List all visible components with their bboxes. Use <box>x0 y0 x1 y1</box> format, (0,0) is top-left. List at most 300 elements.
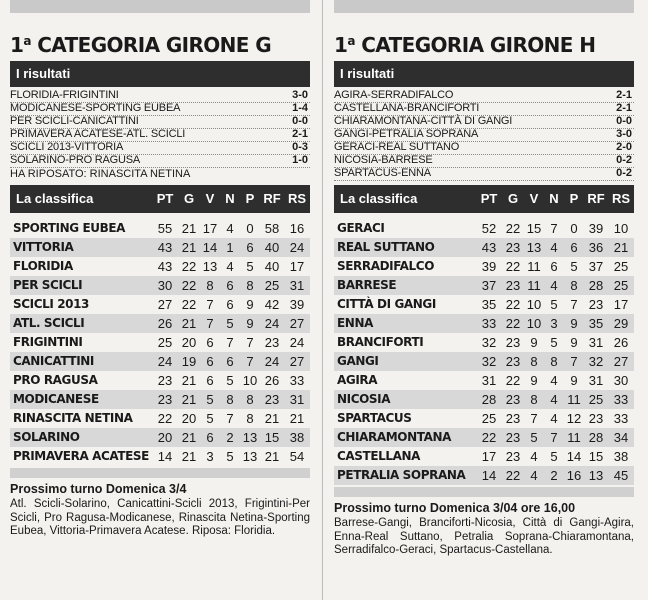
stat-g: 21 <box>181 449 197 464</box>
team-name: RINASCITA NETINA <box>13 411 133 425</box>
stat-rs: 27 <box>289 316 305 331</box>
stat-rf: 40 <box>264 259 280 274</box>
stat-v: 5 <box>206 411 214 426</box>
stat-p: 13 <box>242 430 258 445</box>
result-score: 2-1 <box>616 89 632 101</box>
stat-g: 22 <box>505 468 521 483</box>
stat-p: 9 <box>570 373 578 388</box>
stat-pt: 31 <box>481 373 497 388</box>
team-name: SPARTACUS <box>337 411 412 425</box>
result-row <box>334 168 634 181</box>
standings-header <box>10 185 310 213</box>
col-n: N <box>549 191 559 206</box>
result-score: 0-0 <box>616 115 632 127</box>
result-match: GANGI-PETRALIA SOPRANA <box>334 128 479 140</box>
stat-p: 9 <box>246 316 254 331</box>
stat-rf: 28 <box>588 278 604 293</box>
stat-p: 8 <box>570 278 578 293</box>
stat-rs: 25 <box>613 259 629 274</box>
stat-v: 13 <box>526 240 542 255</box>
stat-n: 2 <box>550 468 558 483</box>
girone-h-title <box>334 27 634 55</box>
results-header: I risultati <box>10 61 310 87</box>
stat-rs: 39 <box>289 297 305 312</box>
result-match: SCICLI 2013-VITTORIA <box>10 141 124 153</box>
stat-pt: 24 <box>157 354 173 369</box>
stat-v: 7 <box>206 316 214 331</box>
stat-g: 19 <box>181 354 197 369</box>
stat-v: 4 <box>530 449 538 464</box>
team-name: BARRESE <box>337 278 397 292</box>
stat-g: 22 <box>181 297 197 312</box>
standings-row <box>10 390 310 409</box>
standings-row <box>334 447 634 466</box>
team-name: CITTÀ DI GANGI <box>337 297 436 311</box>
stat-n: 4 <box>550 240 558 255</box>
result-match: MODICANESE-SPORTING EUBEA <box>10 102 181 114</box>
stat-v: 7 <box>206 297 214 312</box>
stat-pt: 17 <box>481 449 497 464</box>
stat-p: 9 <box>246 297 254 312</box>
stat-rf: 23 <box>588 297 604 312</box>
team-name: FRIGINTINI <box>13 335 83 349</box>
standings-row <box>334 219 634 238</box>
stat-pt: 22 <box>481 430 497 445</box>
stat-p: 7 <box>570 297 578 312</box>
stat-v: 10 <box>526 297 542 312</box>
result-score: 1-0 <box>292 154 308 166</box>
standings-row <box>334 257 634 276</box>
top-rule <box>334 0 634 13</box>
stat-pt: 27 <box>157 297 173 312</box>
stat-g: 21 <box>181 430 197 445</box>
stat-p: 7 <box>570 354 578 369</box>
next-round-title: Prossimo turno Domenica 3/4 <box>10 482 187 496</box>
standings-row <box>10 333 310 352</box>
stat-p: 8 <box>246 392 254 407</box>
stat-rs: 17 <box>613 297 629 312</box>
stat-rs: 26 <box>613 335 629 350</box>
stat-v: 6 <box>206 354 214 369</box>
stat-pt: 23 <box>157 373 173 388</box>
girone-g-title <box>10 27 310 55</box>
stat-rf: 21 <box>264 411 280 426</box>
stat-pt: 28 <box>481 392 497 407</box>
stat-v: 11 <box>527 278 541 293</box>
standings-row <box>10 276 310 295</box>
team-name: AGIRA <box>337 373 378 387</box>
col-rf: RF <box>587 191 605 206</box>
standings-row <box>10 219 310 238</box>
stat-n: 7 <box>550 221 558 236</box>
stat-rs: 34 <box>613 430 629 445</box>
standings-row <box>10 257 310 276</box>
result-match: CHIARAMONTANA-CITTÀ DI GANGI <box>334 115 513 127</box>
result-match: PRIMAVERA ACATESE-ATL. SCICLI <box>10 128 186 140</box>
stat-rf: 58 <box>264 221 280 236</box>
standings-row <box>334 314 634 333</box>
stat-pt: 32 <box>481 354 497 369</box>
stat-g: 23 <box>505 278 521 293</box>
result-score: 2-1 <box>616 102 632 114</box>
stat-p: 9 <box>570 335 578 350</box>
stat-pt: 52 <box>481 221 497 236</box>
team-name: PER SCICLI <box>13 278 83 292</box>
standings-row <box>334 295 634 314</box>
stat-v: 9 <box>530 335 538 350</box>
stat-pt: 35 <box>481 297 497 312</box>
stat-rs: 25 <box>613 278 629 293</box>
result-score: 0-2 <box>616 167 632 179</box>
stat-n: 7 <box>226 335 234 350</box>
stat-g: 22 <box>181 259 197 274</box>
col-rs: RS <box>611 191 631 206</box>
stat-v: 17 <box>202 221 218 236</box>
stat-rf: 28 <box>588 430 604 445</box>
team-name: CASTELLANA <box>337 449 421 463</box>
girone-g-column <box>10 0 310 539</box>
results-list <box>334 90 634 181</box>
team-name: VITTORIA <box>13 240 74 254</box>
col-g: G <box>183 191 195 206</box>
stat-n: 5 <box>226 316 234 331</box>
team-name: BRANCIFORTI <box>337 335 424 349</box>
stat-p: 7 <box>246 354 254 369</box>
stat-n: 6 <box>550 259 558 274</box>
stat-g: 21 <box>181 392 197 407</box>
standings-header <box>334 185 634 213</box>
stat-p: 14 <box>566 449 582 464</box>
stat-pt: 20 <box>157 430 173 445</box>
stat-p: 11 <box>567 430 581 445</box>
team-name: REAL SUTTANO <box>337 240 435 254</box>
stat-rf: 42 <box>264 297 280 312</box>
stat-pt: 26 <box>157 316 173 331</box>
stat-pt: 14 <box>157 449 173 464</box>
stat-pt: 14 <box>481 468 497 483</box>
standings-row <box>334 238 634 257</box>
stat-p: 6 <box>570 240 578 255</box>
stat-n: 5 <box>226 449 234 464</box>
stat-p: 0 <box>246 221 254 236</box>
results-note: HA RIPOSATO: RINASCITA NETINA <box>10 168 191 180</box>
stat-rs: 30 <box>613 373 629 388</box>
stat-rs: 10 <box>613 221 629 236</box>
section-rule <box>334 487 634 497</box>
stat-rf: 31 <box>588 373 604 388</box>
team-name: CANICATTINI <box>13 354 94 368</box>
next-round-fixtures: Barrese-Gangi, Branciforti-Nicosia, Città di Gangi-Agira, Enna-Real Suttano, Petralia Soprana-Chiaramontana, Serradifalco-Geraci, Spartacus-Castellana. <box>334 517 634 556</box>
stat-rf: 31 <box>588 335 604 350</box>
standings-table <box>10 219 310 466</box>
team-name: ENNA <box>337 316 373 330</box>
stat-g: 22 <box>505 316 521 331</box>
team-name: SCICLI 2013 <box>13 297 90 311</box>
stat-rf: 24 <box>264 316 280 331</box>
col-pt: PT <box>156 191 174 206</box>
stat-v: 14 <box>202 240 218 255</box>
stat-n: 5 <box>550 297 558 312</box>
standings-row <box>10 409 310 428</box>
stat-pt: 37 <box>481 278 497 293</box>
result-score: 2-1 <box>292 128 308 140</box>
stat-pt: 39 <box>481 259 497 274</box>
stat-rs: 31 <box>289 392 305 407</box>
stat-rs: 27 <box>289 354 305 369</box>
stat-n: 4 <box>226 221 234 236</box>
section-rule <box>10 468 310 478</box>
stat-p: 5 <box>246 259 254 274</box>
col-pt: PT <box>480 191 498 206</box>
col-n: N <box>225 191 235 206</box>
stat-rf: 23 <box>264 335 280 350</box>
stat-rs: 31 <box>289 278 305 293</box>
stat-g: 23 <box>505 430 521 445</box>
result-score: 3-0 <box>616 128 632 140</box>
col-v: V <box>529 191 539 206</box>
stat-p: 12 <box>566 411 582 426</box>
result-row <box>10 155 310 168</box>
girone-h-column <box>334 0 634 558</box>
stat-rf: 15 <box>264 430 280 445</box>
stat-v: 6 <box>206 430 214 445</box>
col-rf: RF <box>263 191 281 206</box>
stat-v: 8 <box>530 354 538 369</box>
stat-n: 5 <box>226 373 234 388</box>
stat-n: 4 <box>550 373 558 388</box>
stat-v: 9 <box>530 373 538 388</box>
stat-n: 3 <box>550 316 558 331</box>
result-match: CASTELLANA-BRANCIFORTI <box>334 102 480 114</box>
stat-g: 23 <box>505 449 521 464</box>
standings-row <box>10 352 310 371</box>
stat-n: 4 <box>226 259 234 274</box>
stat-g: 21 <box>181 221 197 236</box>
stat-rf: 35 <box>588 316 604 331</box>
stat-g: 23 <box>505 335 521 350</box>
standings-row <box>334 390 634 409</box>
results-list <box>10 90 310 168</box>
title-superscript: a <box>347 34 355 48</box>
stat-n: 8 <box>226 392 234 407</box>
stat-rs: 38 <box>289 430 305 445</box>
stat-rs: 16 <box>289 221 305 236</box>
stat-rs: 27 <box>613 354 629 369</box>
result-score: 3-0 <box>292 89 308 101</box>
stat-v: 3 <box>206 449 214 464</box>
stat-n: 5 <box>550 449 558 464</box>
stat-pt: 23 <box>157 392 173 407</box>
stat-rf: 13 <box>588 468 604 483</box>
stat-g: 21 <box>181 316 197 331</box>
standings-row <box>10 428 310 447</box>
standings-row <box>334 409 634 428</box>
stat-g: 23 <box>505 411 521 426</box>
result-score: 0-0 <box>292 115 308 127</box>
result-match: PER SCICLI-CANICATTINI <box>10 115 139 127</box>
stat-rs: 24 <box>289 335 305 350</box>
stat-g: 22 <box>181 278 197 293</box>
stat-p: 16 <box>566 468 582 483</box>
result-score: 0-2 <box>616 154 632 166</box>
stat-n: 1 <box>226 240 234 255</box>
stat-rf: 40 <box>264 240 280 255</box>
col-p: P <box>569 191 579 206</box>
stat-v: 4 <box>530 468 538 483</box>
team-name: GERACI <box>337 221 385 235</box>
stat-rf: 23 <box>588 411 604 426</box>
result-match: NICOSIA-BARRESE <box>334 154 433 166</box>
next-round-title: Prossimo turno Domenica 3/04 ore 16,00 <box>334 501 576 515</box>
stat-v: 6 <box>206 373 214 388</box>
team-name: SERRADIFALCO <box>337 259 434 273</box>
stat-p: 13 <box>242 449 258 464</box>
col-rs: RS <box>287 191 307 206</box>
stat-p: 8 <box>246 278 254 293</box>
stat-pt: 25 <box>157 335 173 350</box>
stat-rf: 23 <box>264 392 280 407</box>
col-p: P <box>245 191 255 206</box>
stat-v: 11 <box>527 259 541 274</box>
stat-v: 8 <box>530 392 538 407</box>
stat-n: 6 <box>226 278 234 293</box>
stat-v: 6 <box>206 335 214 350</box>
stat-g: 21 <box>181 240 197 255</box>
team-name: SOLARINO <box>13 430 80 444</box>
stat-rs: 45 <box>613 468 629 483</box>
stat-n: 7 <box>550 430 558 445</box>
stat-pt: 22 <box>157 411 173 426</box>
result-score: 1-4 <box>292 102 308 114</box>
team-name: SPORTING EUBEA <box>13 221 126 235</box>
result-match: FLORIDIA-FRIGINTINI <box>10 89 119 101</box>
standings-label: La classifica <box>340 191 418 206</box>
team-name: GANGI <box>337 354 379 368</box>
stat-rs: 54 <box>289 449 305 464</box>
stat-rf: 26 <box>264 373 280 388</box>
stat-pt: 55 <box>157 221 173 236</box>
result-match: SOLARINO-PRO RAGUSA <box>10 154 141 166</box>
stat-rs: 33 <box>289 373 305 388</box>
team-name: PRIMAVERA ACATESE <box>13 449 149 463</box>
stat-g: 22 <box>505 373 521 388</box>
stat-n: 5 <box>550 335 558 350</box>
stat-n: 8 <box>550 354 558 369</box>
stat-rf: 39 <box>588 221 604 236</box>
stat-rf: 24 <box>264 354 280 369</box>
stat-n: 6 <box>226 354 234 369</box>
results-header: I risultati <box>334 61 634 87</box>
result-score: 2-0 <box>616 141 632 153</box>
stat-pt: 43 <box>157 259 173 274</box>
stat-g: 22 <box>505 259 521 274</box>
standings-row <box>334 352 634 371</box>
result-match: SPARTACUS-ENNA <box>334 167 431 179</box>
stat-pt: 43 <box>481 240 497 255</box>
standings-row <box>10 371 310 390</box>
stat-rf: 25 <box>264 278 280 293</box>
title-number: 1 <box>10 33 24 57</box>
stat-v: 5 <box>530 430 538 445</box>
stat-rf: 37 <box>588 259 604 274</box>
title-text: CATEGORIA GIRONE G <box>37 33 272 57</box>
stat-p: 11 <box>567 392 581 407</box>
team-name: MODICANESE <box>13 392 99 406</box>
standings-row <box>10 447 310 466</box>
stat-p: 8 <box>246 411 254 426</box>
stat-g: 20 <box>181 411 197 426</box>
stat-rf: 36 <box>588 240 604 255</box>
col-g: G <box>507 191 519 206</box>
column-divider <box>322 0 323 600</box>
stat-rf: 21 <box>264 449 280 464</box>
result-match: AGIRA-SERRADIFALCO <box>334 89 454 101</box>
stat-g: 23 <box>505 240 521 255</box>
next-round-fixtures: Atl. Scicli-Solarino, Canicattini-Scicli 2013, Frigintini-Per Scicli, Pro Ragusa-Modicanese, Rinascita Netina-Sporting Eubea, Vittoria-Primavera Acatese. Riposa: Floridia. <box>10 498 310 537</box>
title-number: 1 <box>334 33 348 57</box>
stat-rs: 38 <box>613 449 629 464</box>
stat-rs: 21 <box>289 411 305 426</box>
stat-g: 21 <box>181 373 197 388</box>
stat-rf: 25 <box>588 392 604 407</box>
team-name: FLORIDIA <box>13 259 73 273</box>
team-name: NICOSIA <box>337 392 391 406</box>
stat-v: 15 <box>526 221 542 236</box>
stat-rs: 33 <box>613 411 629 426</box>
stat-p: 9 <box>570 316 578 331</box>
standings-row <box>10 238 310 257</box>
stat-g: 22 <box>505 297 521 312</box>
stat-v: 8 <box>206 278 214 293</box>
stat-pt: 43 <box>157 240 173 255</box>
stat-n: 7 <box>226 411 234 426</box>
stat-rf: 15 <box>588 449 604 464</box>
stat-g: 23 <box>505 392 521 407</box>
standings-table <box>334 219 634 485</box>
stat-rs: 17 <box>289 259 305 274</box>
team-name: ATL. SCICLI <box>13 316 85 330</box>
stat-n: 4 <box>550 278 558 293</box>
standings-row <box>334 428 634 447</box>
stat-pt: 30 <box>157 278 173 293</box>
stat-p: 10 <box>242 373 258 388</box>
stat-n: 6 <box>226 297 234 312</box>
standings-label: La classifica <box>16 191 94 206</box>
stat-rf: 32 <box>588 354 604 369</box>
stat-g: 22 <box>505 221 521 236</box>
stat-n: 4 <box>550 411 558 426</box>
stat-v: 10 <box>526 316 542 331</box>
standings-row <box>334 276 634 295</box>
team-name: PRO RAGUSA <box>13 373 98 387</box>
stat-n: 2 <box>226 430 234 445</box>
standings-row <box>334 333 634 352</box>
standings-row <box>10 295 310 314</box>
col-v: V <box>205 191 215 206</box>
stat-p: 0 <box>570 221 578 236</box>
stat-p: 5 <box>570 259 578 274</box>
standings-row <box>334 371 634 390</box>
stat-g: 20 <box>181 335 197 350</box>
stat-rs: 29 <box>613 316 629 331</box>
standings-row <box>334 466 634 485</box>
top-rule <box>10 0 310 13</box>
stat-pt: 33 <box>481 316 497 331</box>
stat-pt: 32 <box>481 335 497 350</box>
title-text: CATEGORIA GIRONE H <box>361 33 596 57</box>
stat-pt: 25 <box>481 411 497 426</box>
stat-rs: 33 <box>613 392 629 407</box>
